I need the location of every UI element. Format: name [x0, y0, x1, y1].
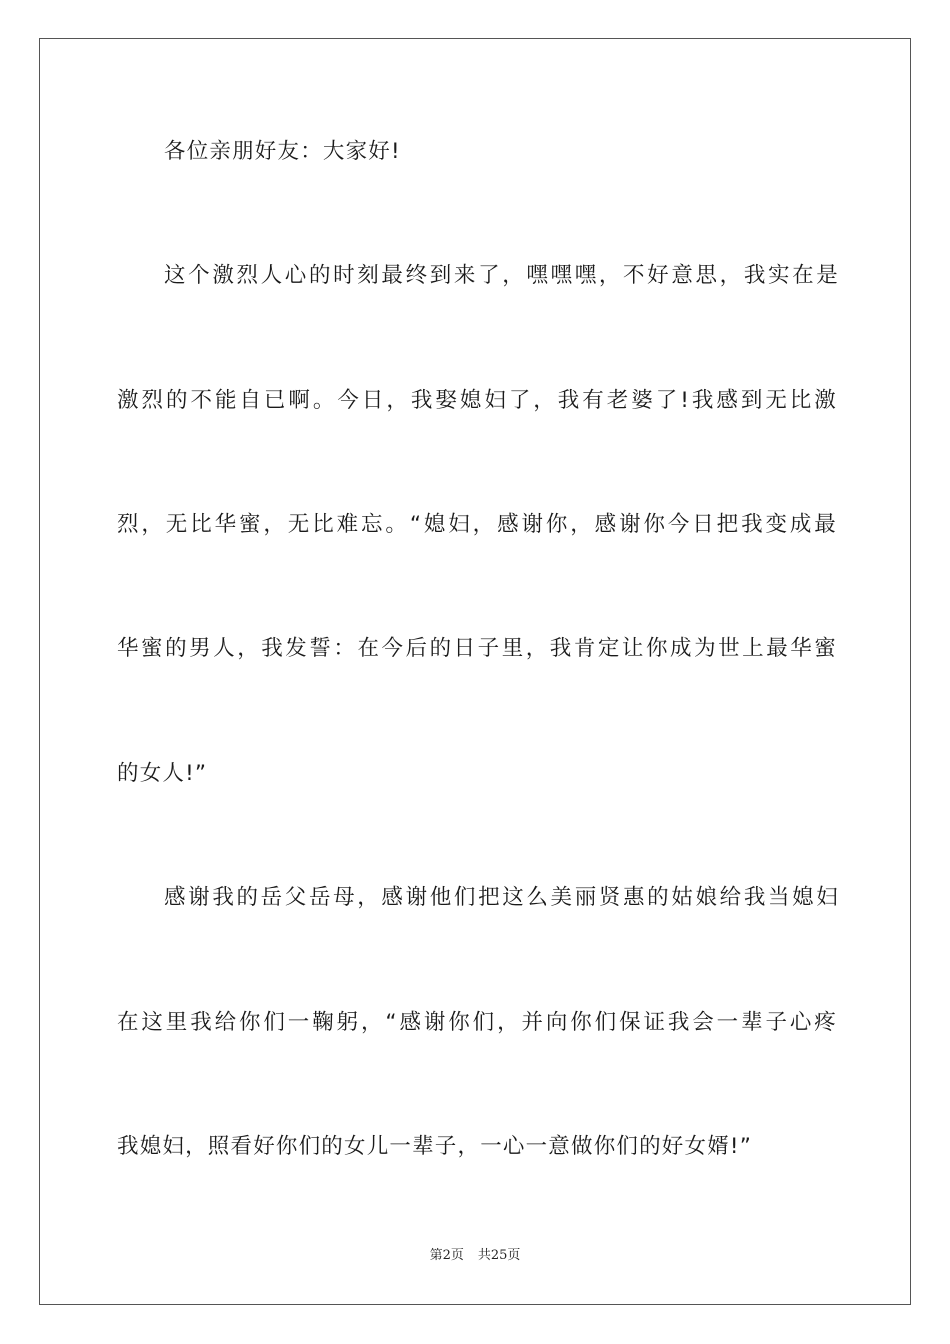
page-number-current: 第2页 — [429, 1248, 464, 1263]
paragraph-2-line-2: 在这里我给你们一鞠躬，“感谢你们，并向你们保证我会一辈子心疼 — [117, 1010, 837, 1035]
greeting-line: 各位亲朋好友：大家好! — [164, 139, 401, 164]
paragraph-1-line-3: 烈，无比华蜜，无比难忘。“媳妇，感谢你，感谢你今日把我变成最 — [117, 512, 837, 537]
paragraph-1-line-2: 激烈的不能自已啊。今日，我娶媳妇了，我有老婆了!我感到无比激 — [117, 388, 837, 413]
paragraph-2-line-1: 感谢我的岳父岳母，感谢他们把这么美丽贤惠的姑娘给我当媳妇 — [164, 885, 839, 910]
paragraph-1-line-4: 华蜜的男人，我发誓：在今后的日子里，我肯定让你成为世上最华蜜 — [117, 636, 837, 661]
paragraph-1-line-5: 的女人!” — [117, 761, 208, 786]
page-border — [39, 38, 911, 1305]
page-number-total: 共25页 — [477, 1248, 521, 1263]
paragraph-2-line-3: 我媳妇，照看好你们的女儿一辈子，一心一意做你们的好女婿!” — [117, 1134, 753, 1159]
paragraph-1-line-1: 这个激烈人心的时刻最终到来了，嘿嘿嘿，不好意思，我实在是 — [164, 263, 839, 288]
page-footer — [0, 1247, 950, 1265]
